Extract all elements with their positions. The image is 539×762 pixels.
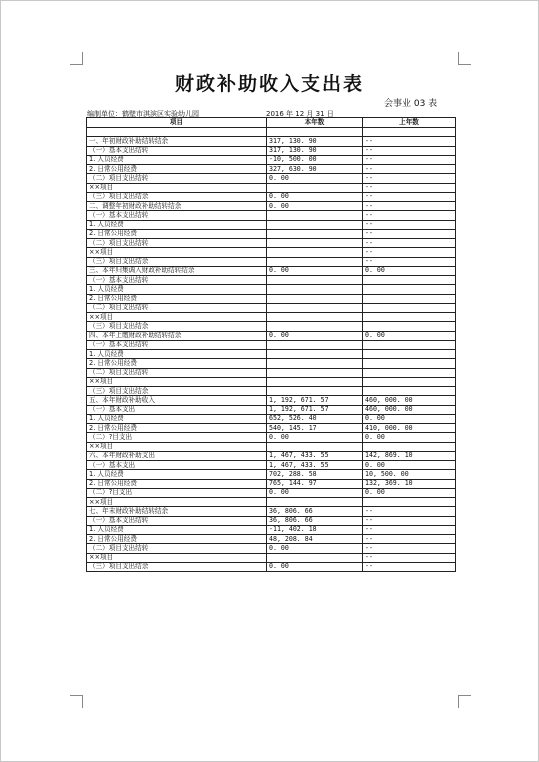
item-cell: 七、年末财政补助结转结余 bbox=[87, 507, 267, 516]
table-row bbox=[87, 368, 456, 377]
crop-mark-bottom-left bbox=[70, 695, 83, 708]
prior-year-cell bbox=[363, 368, 456, 377]
prior-year-cell bbox=[363, 285, 456, 294]
prior-year-cell bbox=[363, 276, 456, 285]
current-year-cell: 0. 00 bbox=[267, 433, 363, 442]
item-cell: 三、本年归集调入财政补助结转结余 bbox=[87, 266, 267, 275]
current-year-cell: -10, 500. 00 bbox=[267, 155, 363, 164]
table-row bbox=[87, 146, 456, 155]
item-cell: 2. 日常公用经费 bbox=[87, 424, 267, 433]
item-cell: （二）项目支出结转 bbox=[87, 368, 267, 377]
prior-year-cell: 460, 000. 00 bbox=[363, 396, 456, 405]
prior-year-cell bbox=[363, 377, 456, 386]
prior-year-cell: -- bbox=[363, 248, 456, 257]
item-cell: 2. 日常公用经费 bbox=[87, 359, 267, 368]
item-cell: （三）项目支出结余 bbox=[87, 387, 267, 396]
current-year-cell bbox=[267, 313, 363, 322]
table-row bbox=[87, 165, 456, 174]
prior-year-cell: -- bbox=[363, 562, 456, 571]
report-table bbox=[86, 117, 456, 572]
prior-year-cell: -- bbox=[363, 174, 456, 183]
report-date: 2016 年 12 月 31 日 bbox=[266, 110, 334, 118]
table-row bbox=[87, 211, 456, 220]
item-cell: 2. 日常公用经费 bbox=[87, 535, 267, 544]
prior-year-cell: 10, 500. 00 bbox=[363, 470, 456, 479]
table-row bbox=[87, 248, 456, 257]
table-row bbox=[87, 183, 456, 192]
table-row bbox=[87, 202, 456, 211]
prior-year-cell: -- bbox=[363, 155, 456, 164]
current-year-cell bbox=[267, 350, 363, 359]
prior-year-cell: -- bbox=[363, 525, 456, 534]
current-year-cell bbox=[267, 211, 363, 220]
prior-year-cell: 132, 369. 10 bbox=[363, 479, 456, 488]
current-year-cell: 1, 467, 433. 55 bbox=[267, 461, 363, 470]
prior-year-cell: -- bbox=[363, 553, 456, 562]
prior-year-cell: -- bbox=[363, 146, 456, 155]
prior-year-cell: 0. 00 bbox=[363, 414, 456, 423]
prior-year-cell: -- bbox=[363, 165, 456, 174]
table-row bbox=[87, 313, 456, 322]
current-year-cell: 327, 630. 90 bbox=[267, 165, 363, 174]
current-year-cell bbox=[267, 239, 363, 248]
table-row bbox=[87, 220, 456, 229]
table-row bbox=[87, 257, 456, 266]
table-row bbox=[87, 470, 456, 479]
table-row bbox=[87, 285, 456, 294]
item-cell: （二）?目支出 bbox=[87, 488, 267, 497]
current-year-cell bbox=[267, 553, 363, 562]
item-cell: （二）?目支出 bbox=[87, 433, 267, 442]
prior-year-cell: 0. 00 bbox=[363, 433, 456, 442]
prior-year-cell bbox=[363, 294, 456, 303]
table-row bbox=[87, 396, 456, 405]
prior-year-cell bbox=[363, 340, 456, 349]
current-year-cell bbox=[267, 294, 363, 303]
item-cell: 六、本年财政补助支出 bbox=[87, 451, 267, 460]
item-cell: 1. 人员经费 bbox=[87, 155, 267, 164]
item-cell: （一）基本支出 bbox=[87, 405, 267, 414]
prior-year-cell: -- bbox=[363, 507, 456, 516]
prior-year-cell: -- bbox=[363, 220, 456, 229]
item-cell: 1. 人员经费 bbox=[87, 525, 267, 534]
item-cell: 1. 人员经费 bbox=[87, 470, 267, 479]
current-year-cell: 1, 467, 433. 55 bbox=[267, 451, 363, 460]
crop-mark-top-right bbox=[458, 52, 471, 65]
crop-mark-bottom-right bbox=[458, 695, 471, 708]
prior-year-cell bbox=[363, 498, 456, 507]
table-row bbox=[87, 266, 456, 275]
table-row bbox=[87, 498, 456, 507]
prior-year-cell: 142, 869. 10 bbox=[363, 451, 456, 460]
item-cell: （三）项目支出结余 bbox=[87, 192, 267, 201]
current-year-cell: 0. 00 bbox=[267, 174, 363, 183]
item-cell: （三）项目支出结余 bbox=[87, 322, 267, 331]
table-row bbox=[87, 137, 456, 146]
table-row bbox=[87, 507, 456, 516]
prior-year-cell bbox=[363, 350, 456, 359]
item-cell: 1. 人员经费 bbox=[87, 350, 267, 359]
prior-year-cell bbox=[363, 442, 456, 451]
current-year-cell bbox=[267, 303, 363, 312]
prior-year-cell: 0. 00 bbox=[363, 488, 456, 497]
item-cell: 2. 日常公用经费 bbox=[87, 165, 267, 174]
item-cell: （一）基本支出 bbox=[87, 461, 267, 470]
current-year-cell: 702, 288. 58 bbox=[267, 470, 363, 479]
item-cell: 四、本年上缴财政补助结转结余 bbox=[87, 331, 267, 340]
table-row bbox=[87, 544, 456, 553]
prior-year-cell: -- bbox=[363, 211, 456, 220]
current-year-cell bbox=[267, 322, 363, 331]
prior-year-cell: -- bbox=[363, 239, 456, 248]
item-cell: ××项目 bbox=[87, 313, 267, 322]
table-row bbox=[87, 535, 456, 544]
prior-year-cell: -- bbox=[363, 202, 456, 211]
current-year-cell bbox=[267, 368, 363, 377]
current-year-cell bbox=[267, 276, 363, 285]
table-row bbox=[87, 174, 456, 183]
prior-year-cell bbox=[363, 359, 456, 368]
prior-year-cell: -- bbox=[363, 535, 456, 544]
table-row bbox=[87, 451, 456, 460]
current-year-cell bbox=[267, 359, 363, 368]
item-cell: （一）基本支出结转 bbox=[87, 340, 267, 349]
prior-year-cell: 0. 00 bbox=[363, 461, 456, 470]
col-header-current-year: 本年数 bbox=[267, 118, 363, 128]
item-cell: （二）项目支出结转 bbox=[87, 544, 267, 553]
report-title: 财政补助收入支出表 bbox=[174, 73, 364, 95]
prior-year-cell: 410, 000. 00 bbox=[363, 424, 456, 433]
prior-year-cell: 0. 00 bbox=[363, 266, 456, 275]
current-year-cell: 36, 806. 66 bbox=[267, 507, 363, 516]
item-cell: ××项目 bbox=[87, 553, 267, 562]
prior-year-cell: -- bbox=[363, 192, 456, 201]
current-year-cell bbox=[267, 257, 363, 266]
table-row bbox=[87, 442, 456, 451]
prior-year-cell: -- bbox=[363, 183, 456, 192]
prior-year-cell: -- bbox=[363, 229, 456, 238]
item-cell: 2. 日常公用经费 bbox=[87, 229, 267, 238]
current-year-cell: 317, 130. 90 bbox=[267, 137, 363, 146]
prior-year-cell: 0. 00 bbox=[363, 331, 456, 340]
item-cell: （三）项目支出结余 bbox=[87, 562, 267, 571]
item-cell: ××项目 bbox=[87, 183, 267, 192]
table-row bbox=[87, 387, 456, 396]
current-year-cell: 652, 526. 40 bbox=[267, 414, 363, 423]
prior-year-cell: -- bbox=[363, 137, 456, 146]
current-year-cell bbox=[267, 220, 363, 229]
table-row bbox=[87, 276, 456, 285]
prior-year-cell: -- bbox=[363, 257, 456, 266]
item-cell: 五、本年财政补助收入 bbox=[87, 396, 267, 405]
item-cell: ××项目 bbox=[87, 442, 267, 451]
item-cell: （一）基本支出结转 bbox=[87, 211, 267, 220]
item-cell: 2. 日常公用经费 bbox=[87, 479, 267, 488]
item-cell: 1. 人员经费 bbox=[87, 220, 267, 229]
current-year-cell: 1, 192, 671. 57 bbox=[267, 405, 363, 414]
item-cell: （三）项目支出结余 bbox=[87, 257, 267, 266]
table-row bbox=[87, 192, 456, 201]
col-header-item: 项目 bbox=[87, 118, 267, 128]
table-row bbox=[87, 239, 456, 248]
table-row bbox=[87, 155, 456, 164]
header-row bbox=[87, 118, 456, 128]
current-year-cell bbox=[267, 128, 363, 137]
current-year-cell bbox=[267, 248, 363, 257]
current-year-cell bbox=[267, 340, 363, 349]
table-row bbox=[87, 340, 456, 349]
table-row bbox=[87, 525, 456, 534]
item-cell: ××项目 bbox=[87, 248, 267, 257]
organization-label: 编制单位：鹤壁市淇滨区实验幼儿园 bbox=[87, 110, 199, 118]
table-row bbox=[87, 322, 456, 331]
prior-year-cell: 460, 000. 00 bbox=[363, 405, 456, 414]
current-year-cell: 0. 00 bbox=[267, 562, 363, 571]
item-cell: （一）基本支出结转 bbox=[87, 276, 267, 285]
prior-year-cell bbox=[363, 387, 456, 396]
prior-year-cell bbox=[363, 128, 456, 137]
current-year-cell bbox=[267, 377, 363, 386]
report-body bbox=[87, 128, 456, 572]
item-cell: 二、调整年初财政补助结转结余 bbox=[87, 202, 267, 211]
item-cell: （二）项目支出结转 bbox=[87, 239, 267, 248]
table-row bbox=[87, 303, 456, 312]
table-row bbox=[87, 562, 456, 571]
current-year-cell bbox=[267, 229, 363, 238]
current-year-cell bbox=[267, 387, 363, 396]
current-year-cell: 765, 144. 97 bbox=[267, 479, 363, 488]
crop-mark-top-left bbox=[70, 52, 83, 65]
current-year-cell bbox=[267, 442, 363, 451]
current-year-cell: 0. 00 bbox=[267, 192, 363, 201]
table-row bbox=[87, 350, 456, 359]
table-row bbox=[87, 516, 456, 525]
current-year-cell: 48, 208. 84 bbox=[267, 535, 363, 544]
current-year-cell bbox=[267, 498, 363, 507]
table-row bbox=[87, 229, 456, 238]
item-cell: ××项目 bbox=[87, 377, 267, 386]
table-row bbox=[87, 461, 456, 470]
table-row bbox=[87, 488, 456, 497]
table-row bbox=[87, 414, 456, 423]
current-year-cell: 0. 00 bbox=[267, 331, 363, 340]
item-cell: （一）基本支出结转 bbox=[87, 516, 267, 525]
item-cell: 1. 人员经费 bbox=[87, 414, 267, 423]
item-cell: 2. 日常公用经费 bbox=[87, 294, 267, 303]
table-row bbox=[87, 405, 456, 414]
current-year-cell: -11, 402. 18 bbox=[267, 525, 363, 534]
current-year-cell: 1, 192, 671. 57 bbox=[267, 396, 363, 405]
table-row bbox=[87, 294, 456, 303]
table-row bbox=[87, 128, 456, 137]
current-year-cell: 317, 130. 90 bbox=[267, 146, 363, 155]
table-row bbox=[87, 359, 456, 368]
item-cell: ××项目 bbox=[87, 498, 267, 507]
current-year-cell: 540, 145. 17 bbox=[267, 424, 363, 433]
current-year-cell: 0. 00 bbox=[267, 488, 363, 497]
table-row bbox=[87, 553, 456, 562]
item-cell: （二）项目支出结转 bbox=[87, 174, 267, 183]
current-year-cell bbox=[267, 285, 363, 294]
prior-year-cell bbox=[363, 313, 456, 322]
item-cell: （一）基本支出结转 bbox=[87, 146, 267, 155]
table-row bbox=[87, 479, 456, 488]
item-cell bbox=[87, 128, 267, 137]
current-year-cell bbox=[267, 183, 363, 192]
current-year-cell: 0. 00 bbox=[267, 544, 363, 553]
prior-year-cell bbox=[363, 303, 456, 312]
current-year-cell: 0. 00 bbox=[267, 202, 363, 211]
prior-year-cell: -- bbox=[363, 544, 456, 553]
table-row bbox=[87, 331, 456, 340]
table-row bbox=[87, 424, 456, 433]
item-cell: （二）项目支出结转 bbox=[87, 303, 267, 312]
table-row bbox=[87, 433, 456, 442]
prior-year-cell: -- bbox=[363, 516, 456, 525]
current-year-cell: 0. 00 bbox=[267, 266, 363, 275]
item-cell: 1. 人员经费 bbox=[87, 285, 267, 294]
form-code: 会事业 03 表 bbox=[384, 99, 438, 109]
item-cell: 一、年初财政补助结转结余 bbox=[87, 137, 267, 146]
current-year-cell: 36, 806. 66 bbox=[267, 516, 363, 525]
prior-year-cell bbox=[363, 322, 456, 331]
table-row bbox=[87, 377, 456, 386]
col-header-prior-year: 上年数 bbox=[363, 118, 456, 128]
